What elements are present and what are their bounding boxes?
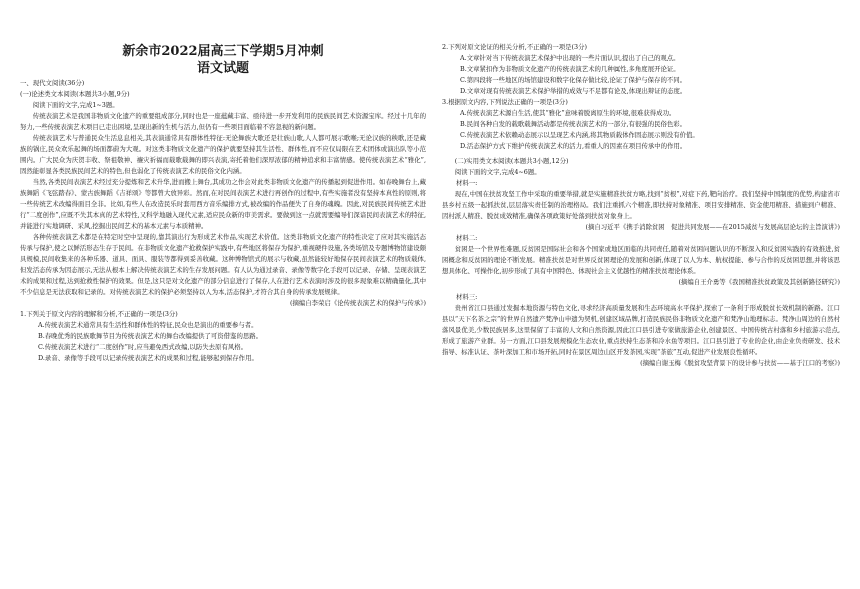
- question-2-option-d: D.文章对现有传统表演艺术保护举措的成效与不足都有论及,体现出辩证的态度。: [460, 87, 687, 95]
- question-2-option-c: C.第四段将一些地区的场馆建设和数字化保存做比较,论证了保护与保存的不同。: [460, 76, 687, 84]
- exam-subtitle: 语文试题: [196, 61, 249, 76]
- material-1-text: 现在,中国在扶贫攻坚工作中采取的重要举措,就是实施精准扶贫方略,找到“贫根”,对症下药,靶向治疗。我们坚持中国制度的优势,构建省市县乡村五级一起抓扶贫,层层落实责任制的治理格局。我们注重抓六个精准,即扶持对象精准、项目安排精准、资金使用精准、措施到户精准、因村派人精准、脱贫成效精准,确保各项政策好处落到扶贫对象身上。: [442, 190, 840, 220]
- question-3-option-a: A.传统表演艺术源自生活,使其“雅化”意味着脱离原生的环境,很难获得成功。: [460, 109, 676, 117]
- reading-instruction: 阅读下面的文字,完成1~3题。: [32, 101, 119, 109]
- question-1-option-a: A.传统表演艺术通常具有生活性和群体性的特征,民众也是演出的重要参与者。: [38, 321, 258, 329]
- question-1-option-b: B.春晚优秀的民族歌舞节目为传统表演艺术的舞台改编提供了可资借鉴的思路。: [38, 332, 263, 340]
- material-2-source: (摘编自王介勇等《我国精准扶贫政策及其创新路径研究》): [678, 278, 840, 286]
- question-1-option-c: C.传统表演艺术进行“二度创作”时,应当避免西式改编,以防失去原有风格。: [38, 343, 248, 351]
- question-2-option-a: A.文章针对当下传统表演艺术保护中出现的一些片面认识,提出了自己的观点。: [460, 54, 680, 62]
- question-3-option-c: C.传统表演艺术依赖动态展示以呈现艺术内涵,将其物质载体作固态展示则没有价值。: [460, 131, 699, 139]
- material-3-source: (摘编自谢玉梅《脱贫攻坚背景下的设计参与扶贫——基于江口的考察》): [640, 359, 840, 367]
- section-sub-heading: (一)论述类文本阅读(本题共3小题,9分): [20, 90, 130, 98]
- question-1-option-d: D.录音、录像等手段可以记录传统表演艺术的成果和过程,能够起到保存作用。: [38, 354, 258, 362]
- section-2-heading: (二)实用类文本阅读(本题共3小题,12分): [454, 157, 569, 165]
- question-2-option-b: B.文章紧扣作为非物质文化遗产的传统表演艺术的几种属性,多角度展开论证。: [460, 65, 680, 73]
- passage-paragraph: 当然,各类民间表演艺术经过充分提炼和艺术升华,进而搬上舞台,其成功之作会对此类非物质文化遗产的传播起到促进作用。如春晚舞台上,藏族舞蹈《飞弦踏春》、蒙古族舞蹈《吉祥颂》等都曾大放异彩。然而,在对民间表演艺术进行再创作的过程中,有些实施者没有坚持本真性的原则,将一些传统艺术改编得面目全非。比如,有些人在改造民乐时套用西方音乐编排方式,被改编的作品便失了自身的魂魄。因此,对民族民间传统艺术进行“二度创作”,应既不失其本真的艺术特性,又科学地融入现代元素,适应民众新的审美需求。要做到这一点就需要编导们深谙民间表演艺术的特征,并能进行实地调研、采风,挖掘出民间艺术的基本元素与本质精神。: [20, 178, 426, 230]
- material-1-label: 材料一:: [456, 179, 478, 187]
- passage-paragraph: 传统表演艺术与普通民众生活息息相关,其表演通常具有群体性特征:无论舞族大歌还是壮族山歌,人人都可展示歌喉;无论汉族的秧歌,还是藏族的锅庄,民众欢乐起舞的场面都蔚为大观。对这类非物质文化遗产的保护就要坚持其生活性、群体性,而不应仅局限在艺术团体或演出队等小范围内。广大民众为庆贺丰收、祭祖敬神、禳灾祈福而载歌载舞的即兴表演,寄托着他们深厚浓郁的精神追求和丰富情感。使传统表演艺术“雅化”,固然能彰显各类民族民间艺术的特色,但也弱化了传统表演艺术的民俗文化内涵。: [20, 134, 426, 175]
- question-2-stem: 2.下列对原文论证的相关分析,不正确的一项是(3分): [442, 43, 587, 51]
- left-column: [20, 0, 426, 589]
- material-1-source: (摘自习近平《携手消除贫困 促进共同发展——在2015减贫与发展高层论坛的主旨演讲》): [585, 223, 840, 231]
- question-3-option-d: D.活态保护方式下维护传统表演艺术的活力,看重人的因素在项目传承中的作用。: [460, 142, 687, 150]
- passage-paragraph: 传统表演艺术是我国非物质文化遗产的重要组成部分,同时也是一座蕴藏丰富、亟待进一步开发利用的民族民间艺术资源宝库。经过十几年的努力,一些传统表演艺术项目已走出困境,呈现出新的生机与活力,但仍有一些项目面临着不容忽视的新问题。: [20, 112, 426, 131]
- material-3-label: 材料三:: [456, 293, 478, 301]
- material-2-text: 贫困是一个世界性难题,反贫困是国际社会和各个国家或地区面临的共同责任,随着对贫困问题认识的不断深入和反贫困实践的有效推进,贫困概念和反贫困的理论不断发展。精准扶贫是对世界反贫困理论的发展和创新,体现了以人为本、航权提能、参与合作的反贫困思想,并将该思想具体化、可操作化,初步形成了具有中国特色、体现社会主义优越性的精准扶贫理论体系。: [442, 245, 840, 275]
- question-1-stem: 1.下列关于原文内容的理解和分析,不正确的一项是(3分): [20, 310, 178, 318]
- exam-title: 新余市2022届高三下学期5月冲刺: [122, 44, 324, 59]
- material-2-label: 材料二:: [456, 234, 478, 242]
- reading-instruction-2: 阅读下面的文字,完成4~6题。: [454, 168, 541, 176]
- question-3-option-b: B.民间各种自发的载歌载舞活动都是传统表演艺术的一部分,有很强的民俗色彩。: [460, 120, 687, 128]
- material-3-text: 贵州省江口县通过发掘本地资源与特色文化,寻求经济高质量发展和生态环境高水平保护,探索了一条利于形成脱贫长效机制的新路。江口县以“天下名茶之宗”的世界自然遗产梵净山申遗为契机,创建区域品牌,打造民族民俗非物质文化遗产和梵净山地理标志。梵净山周边的自然村落风景优美,少数民族居多,这里保留了丰富的人文和自然资源,因此江口县引进专家做旅游企业,创建景区、中国传统古村落和乡村旅游示范点,形成了旅游产业群。另一方面,江口县发展规模化生态农业,重点扶持生态茶和冷水鱼等项目。江口县引进了专业的企业,由企业负责研发、技术指导、标准认证、茶叶深加工和市场开拓,同时在景区周边山区开发茶园,实现“茶旅”互动,促进产业发展良性循环。: [442, 304, 840, 356]
- right-column: [442, 0, 840, 589]
- passage-paragraph: 各种传统表演艺术都是在特定时空中呈现的,靠其演出行为形成艺术作品,实现艺术价值。这类非物质文化遗产的特性决定了应对其实施活态传承与保护,使之以鲜活形态生存于民间。在非物质文化遗产抢救保护实践中,有些地区将保存为保护,重视硬件设施,各类场馆及专题博物馆建设颇具规模,民间收集来的各种乐器、道具、面具、服装等都得到妥善收藏。这种博物馆式的展示与收藏,虽然能较好地保存民间表演艺术的物质载体,但发活态传承为因态展示,无法从根本上解决传统表演艺术的生存发展问题。有人认为通过录音、录像等数字化手段可以记录、存储、呈现表演艺术的成果和过程,达到抢救性保护的效果。但是,这只是对文化遗产的部分信息进行了保存,人在进行艺术表演时涉及的很多现象难以精确量化,其中不少信息是无法获取和记录的。对传统表演艺术的保护必须坚持以人为本,活态保护,才符合其自身的传承发展规律。: [20, 233, 426, 296]
- question-3-stem: 3.根据原文内容,下列说法正确的一项是(3分): [442, 98, 568, 106]
- passage-source: (摘编自李荣启《论传统表演艺术的保护与传承》): [290, 299, 426, 307]
- section-main-heading: 一、现代文阅读(36分): [20, 79, 85, 87]
